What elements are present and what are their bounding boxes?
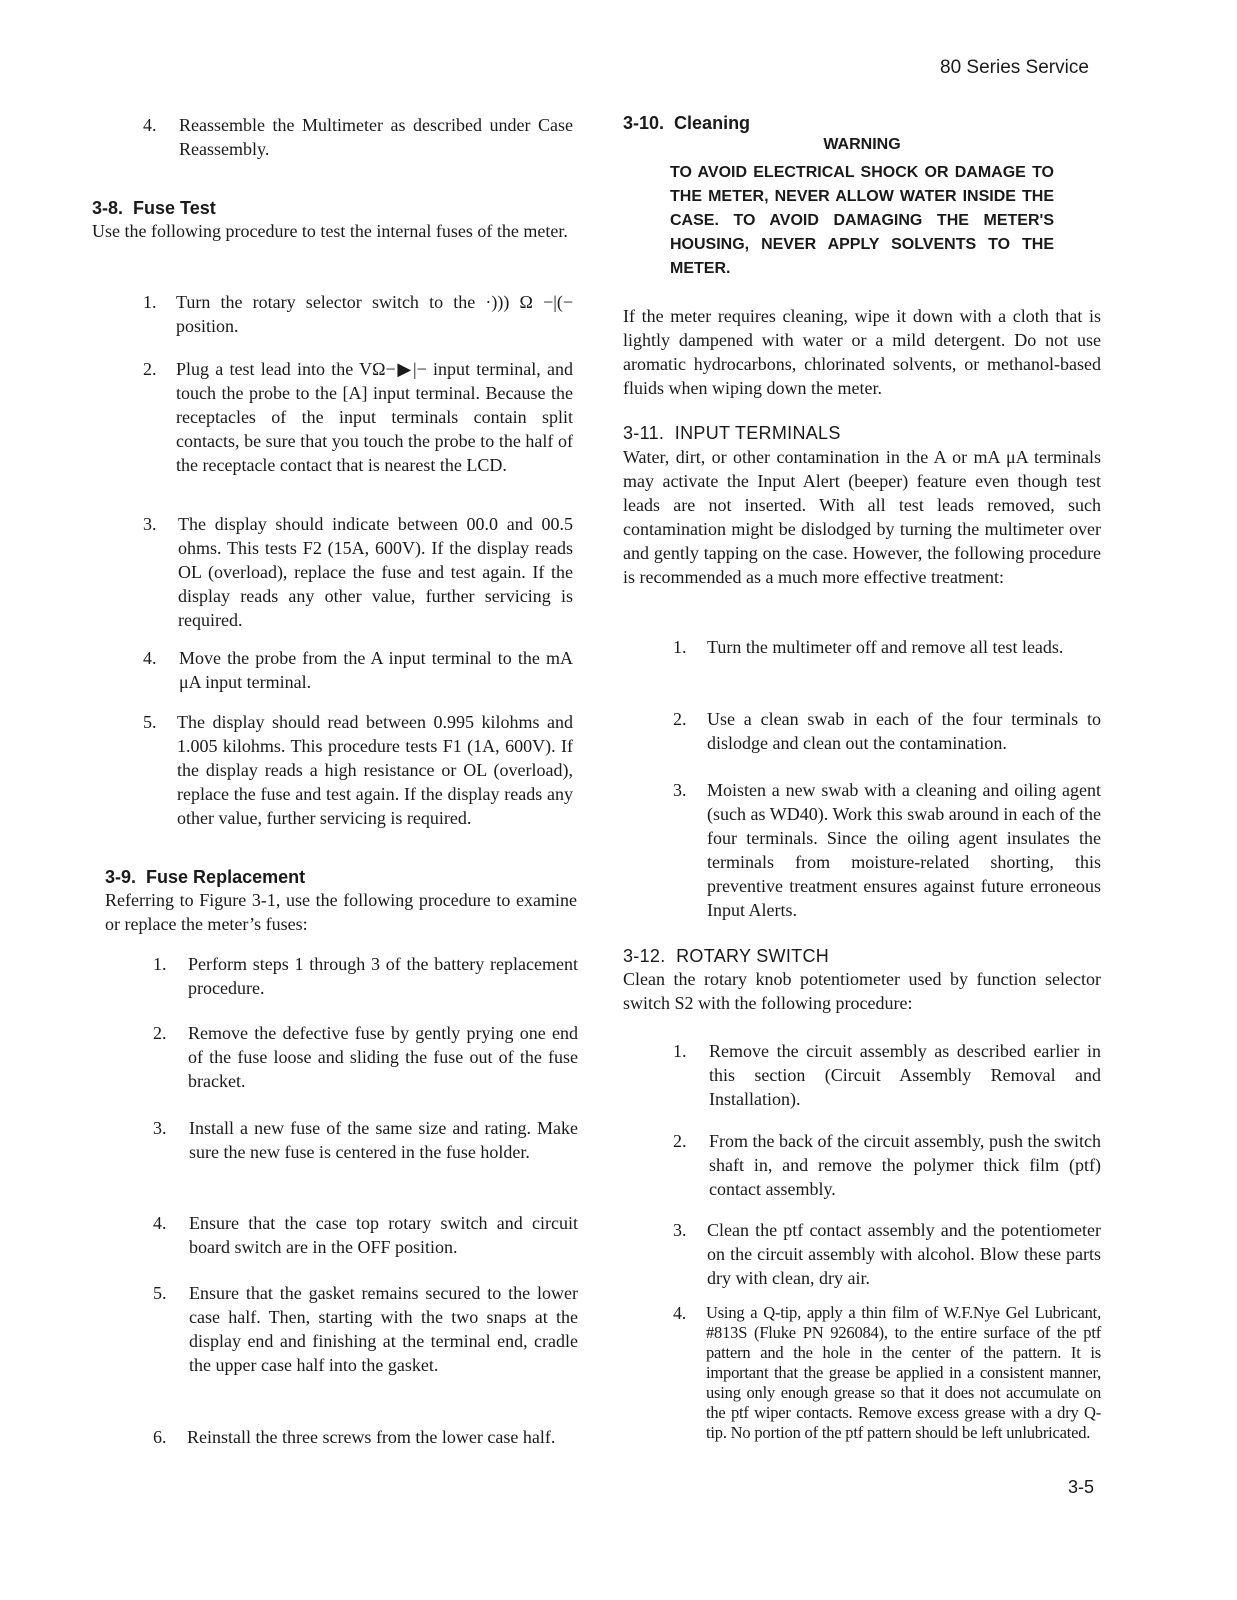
section-heading-fuse-replacement [105,867,305,888]
heading-title: Fuse Replacement [146,867,306,887]
item-text: The display should read between 0.995 kilohms and 1.005 kilohms. This procedure tests F1 (1A, 600V). If the display reads a high resistance or OL (overload), replace the fuse and test again. If the display reads any other value, further servicing is required. [177,712,573,828]
heading-title: Cleaning [674,113,751,133]
item-text: The display should indicate between 00.0 and 00.5 ohms. This tests F2 (15A, 600V). If the display reads OL (overload), replace the fuse and test again. If the display reads any other value, further servicing is required. [178,514,573,630]
heading-number: 3-8. [92,198,124,218]
item-text: Install a new fuse of the same size and rating. Make sure the new fuse is centered in the fuse holder. [189,1118,578,1162]
item-number: 6. [153,1427,167,1447]
item-text: Ensure that the gasket remains secured to the lower case half. Then, starting with the two snaps at the display end and finishing at the terminal end, cradle the upper case half into the gasket. [189,1283,578,1375]
section-body: If the meter requires cleaning, wipe it down with a cloth that is lightly dampened with water or a mild detergent. Do not use aromatic hydrocarbons, chlorinated solvents, or methanol-based fluids when wiping down the meter. [623,306,1101,398]
item-text: From the back of the circuit assembly, push the switch shaft in, and remove the polymer thick film (ptf) contact assembly. [709,1131,1101,1199]
item-number: 3. [673,1220,687,1240]
item-number: 4. [673,1303,687,1323]
section-heading-cleaning [623,113,750,134]
item-text: Using a Q-tip, apply a thin film of W.F.Nye Gel Lubricant, #813S (Fluke PN 926084), to the entire surface of the ptf pattern and the hole in the center of the pattern. It is important that the grease be applied in a consistent manner, using only enough grease so that it does not accumulate on the ptf wiper contacts. Remove excess grease with a dry Q-tip. No portion of the ptf pattern should be left unlubricated. [706,1303,1101,1442]
item-number: 1. [673,637,687,657]
item-number: 2. [673,709,687,729]
item-text: Moisten a new swab with a cleaning and oiling agent (such as WD40). Work this swab around in each of the four terminals. Since the oiling agent insulates the terminals from moisture-related shorting, this preventive treatment ensures against future erroneous Input Alerts. [707,780,1101,920]
item-text: Remove the circuit assembly as described earlier in this section (Circuit Assembly Removal and Installation). [709,1041,1101,1109]
item-number: 3. [153,1118,167,1138]
warning-title: WARNING [823,136,901,153]
section-intro: Use the following procedure to test the internal fuses of the meter. [92,221,568,241]
item-text: Perform steps 1 through 3 of the battery replacement procedure. [188,954,578,998]
heading-number: 3-10. [623,113,665,133]
section-heading-rotary-switch: 3-12. ROTARY SWITCH [623,946,830,966]
item-number: 4. [153,1213,167,1233]
item-number: 1. [143,292,157,312]
item-text: Reassemble the Multimeter as described under Case Reassembly. [179,115,573,159]
item-number: 3. [673,780,687,800]
item-number: 1. [673,1041,687,1061]
item-text: Ensure that the case top rotary switch and circuit board switch are in the OFF position. [189,1213,578,1257]
running-header: 80 Series Service [940,57,1089,78]
page-number: 3-5 [1068,1477,1095,1497]
item-number: 4. [143,648,157,668]
item-text: Reinstall the three screws from the lower case half. [187,1427,556,1447]
section-heading-fuse-test [92,198,216,219]
item-number: 2. [143,359,157,379]
warning-text: TO AVOID ELECTRICAL SHOCK OR DAMAGE TO THE METER, NEVER ALLOW WATER INSIDE THE CASE. TO AVOID DAMAGING THE METER'S HOUSING, NEVER APPLY SOLVENTS TO THE METER. [670,164,1054,277]
item-number: 2. [153,1023,167,1043]
heading-title: Fuse Test [133,198,216,218]
section-intro: Referring to Figure 3-1, use the following procedure to examine or replace the meter’s fuses: [105,890,577,934]
item-number: 4. [143,115,157,135]
item-number: 5. [153,1283,167,1303]
item-text: Move the probe from the A input terminal to the mA μA input terminal. [179,648,573,692]
section-intro: Water, dirt, or other contamination in the A or mA μA terminals may activate the Input Alert (beeper) feature even though test leads are not inserted. With all test leads removed, such contamination might be dislodged by turning the multimeter over and gently tapping on the case. However, the following procedure is recommended as a much more effective treatment: [623,447,1101,587]
item-text: Use a clean swab in each of the four terminals to dislodge and clean out the contamination. [707,709,1101,753]
item-number: 5. [143,712,157,732]
section-intro: Clean the rotary knob potentiometer used by function selector switch S2 with the following procedure: [623,969,1101,1013]
item-number: 3. [143,514,157,534]
heading-number: 3-9. [105,867,137,887]
section-heading-input-terminals: 3-11. INPUT TERMINALS [623,423,841,443]
item-number: 2. [673,1131,687,1151]
item-text: Turn the multimeter off and remove all test leads. [707,637,1064,657]
item-number: 1. [153,954,167,974]
item-text: Remove the defective fuse by gently prying one end of the fuse loose and sliding the fuse out of the fuse bracket. [188,1023,578,1091]
item-text: Clean the ptf contact assembly and the potentiometer on the circuit assembly with alcohol. Blow these parts dry with clean, dry air. [707,1220,1101,1288]
item-text: Plug a test lead into the VΩ−▶|− input terminal, and touch the probe to the [A] input terminal. Because the receptacles of the input terminals contain split contacts, be sure that you touch the probe to the half of the receptacle contact that is nearest the LCD. [176,359,573,475]
item-text: Turn the rotary selector switch to the ·))) Ω −|(− position. [176,292,573,336]
